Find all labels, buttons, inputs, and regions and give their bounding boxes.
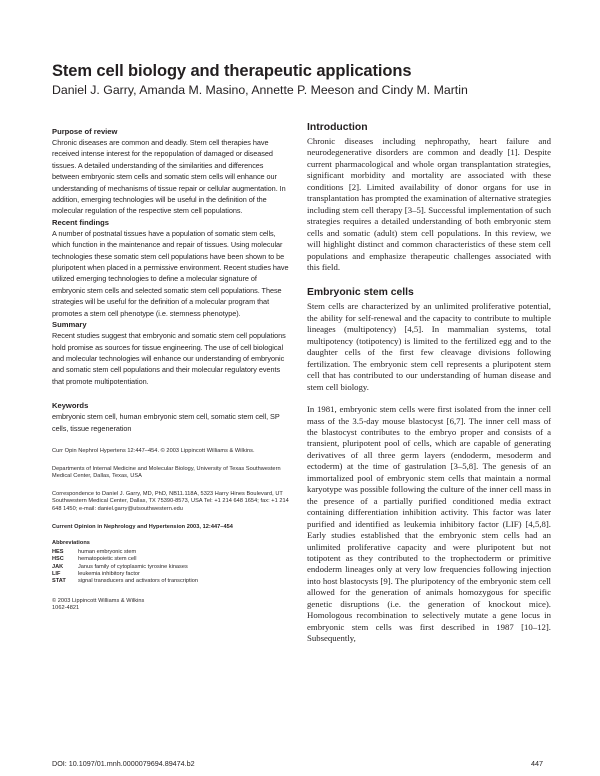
abbreviation-key: HSC: [52, 556, 64, 563]
doi-line: DOI: 10.1097/01.mnh.0000079694.89474.b2: [52, 759, 195, 768]
abbreviations-list: [52, 549, 290, 586]
abbreviations-heading: Abbreviations: [52, 540, 90, 547]
summary-heading: Summary: [52, 320, 87, 330]
article-title: Stem cell biology and therapeutic applications: [52, 62, 412, 80]
embryonic-heading: Embryonic stem cells: [307, 287, 414, 299]
issn-line: 1062-4821: [52, 605, 80, 612]
abbreviation-key: STAT: [52, 578, 66, 585]
purpose-heading: Purpose of review: [52, 127, 118, 136]
affiliation: Departments of Internal Medicine and Molecular Biology, University of Texas Southwestern Medical Center, Dallas, Texas, USA: [52, 465, 281, 480]
abbreviation-value: human embryonic stem: [78, 548, 137, 555]
abbreviation-value: leukemia inhibitory factor: [78, 570, 140, 577]
abbreviation-value: Janus family of cytoplasmic tyrosine kinases: [78, 563, 188, 570]
purpose-text: Chronic diseases are common and deadly. Stem cell therapies have received intense interest for the repopulation of damaged or diseased tissues. A detailed understanding of the similarities and differences between embryonic stem cells and somatic stem cells will enhance our understanding of mechanisms of tissue repair or cellular augmentation. In addition, emerging technologies will be useful in the definition of the molecular regulation of the respective stem cell populations.: [52, 138, 286, 216]
summary-text: Recent studies suggest that embryonic and somatic stem cell populations hold promise as sources for tissue engineering. The use of cell biological and molecular technologies will enhance our understanding of embryonic and somatic stem cell populations and their molecular regulatory events that promote multipotentiation.: [52, 331, 286, 386]
abbreviation-value: signal transducers and activators of transcription: [78, 578, 199, 585]
abbreviation-row: [52, 556, 290, 563]
keywords-heading: Keywords: [52, 401, 89, 411]
introduction-heading: Introduction: [307, 122, 368, 133]
introduction-text: Chronic diseases including nephropathy, heart failure and neurodegenerative disorders are common and deadly [1]. Despite current pharmacological and whole organ transplantation strategies, significant morbidity and mortality are associated with these conditions [2]. Limited availability of donor organs for use in transplantation has prompted the examination of alternative strategies including stem cell therapy [3–5]. Successful implementation of such strategies requires a detailed understanding of both embryonic stem cells and somatic (adult) stem cell populations. In this review, we will highlight distinct and common characteristics of these stem cell populations and emphasize therapeutic challenges associated with this field.: [307, 136, 551, 272]
abbreviation-row: [52, 549, 290, 556]
citation-line: Curr Opin Nephrol Hypertens 12:447–454. © 2003 Lippincott Williams & Wilkins.: [52, 447, 255, 454]
abstract-column: [52, 126, 290, 613]
correspondence: Correspondence to Daniel J. Garry, MD, PhD, NB11.118A, 5323 Harry Hines Boulevard, UT Southwestern Medical Center, Dallas, TX 75390-8573, USA Tel: +1 214 648 1654; fax: +1 214 648 1450; e-mail: daniel.garry@utsouthwestern.edu: [52, 490, 289, 512]
abbreviation-row: [52, 578, 290, 585]
abbreviation-key: JAK: [52, 563, 64, 570]
findings-heading: Recent findings: [52, 217, 109, 227]
embryonic-paragraph-2: In 1981, embryonic stem cells were first isolated from the inner cell mass of the 3.5-day mouse blastocyst [6,7]. The inner cell mass of the blastocyst contributes to the embryo proper and consists of a transient, pluripotent pool of cells, which are capable of generating derivatives of all three germ layers (endoderm, mesoderm and ectoderm) at the time of gastrulation [3–5,8]. The genesis of an immortalized pool of embryonic stem cells that maintain a normal karyotype was possible following the culture of the inner cell mass in the presence of a partially purified conditioned media extract containing differentiation inhibition activity. This factor was later purified and identified as leukemia inhibitory factor (LIF) [4,5,8]. Early studies established that the embryonic stem cells had an unlimited proliferative capacity and were pluripotent but not totipotent as they contributed to the trophectoderm or primitive endoderm lineages only at very low frequencies following injection into host blastocysts [9]. The pluripotency of the embryonic stem cell allowed for the generation of animals homozygous for specific genetic disruptions (i.e. the generation of knockout mice). Homologous recombination to selectively mutate a gene locus in embryonic stem cells was first described in 1987 [10–12]. Subsequently,: [307, 404, 551, 644]
journal-line: Current Opinion in Nephrology and Hypertension 2003, 12:447–454: [52, 523, 233, 530]
embryonic-paragraph-1: Stem cells are characterized by an unlimited proliferative potential, the ability for self-renewal and the capacity to contribute to multiple lineages (multipotency) [4,5]. In mammalian systems, total multipotency (totipotency) is limited to the fertilized egg and to the daughter cells of the first few cleavage divisions following fertilization. The embryonic stem cell represents a pluripotent stem cell that has contributed to our understanding of human disease and stem cell biology.: [307, 301, 551, 392]
abbreviation-key: LIF: [52, 570, 61, 577]
abbreviation-key: HES: [52, 548, 64, 555]
copyright-line: © 2003 Lippincott Williams & Wilkins: [52, 597, 145, 604]
findings-text: A number of postnatal tissues have a population of somatic stem cells, which function in the maintenance and repair of tissues. Using molecular technologies these somatic stem cell populations have been shown to be pluripotent when placed in a permissive environment. Recent studies have utilized emerging technologies to define a molecular signature of embryonic stem cells and selected somatic stem cell populations. These strategies will be useful for the definition of a molecular program that promotes a stem cell phenotype (i.e. stemness phenotype).: [52, 228, 289, 318]
author-list: Daniel J. Garry, Amanda M. Masino, Annette P. Meeson and Cindy M. Martin: [52, 83, 468, 97]
abbreviation-row: [52, 571, 290, 578]
abbreviation-row: [52, 564, 290, 571]
keywords-text: embryonic stem cell, human embryonic stem cell, somatic stem cell, SP cells, tissue regeneration: [52, 412, 280, 433]
abbreviation-value: hematopoietic stem cell: [78, 556, 137, 563]
page-number: 447: [531, 759, 543, 768]
body-column: [307, 121, 551, 645]
